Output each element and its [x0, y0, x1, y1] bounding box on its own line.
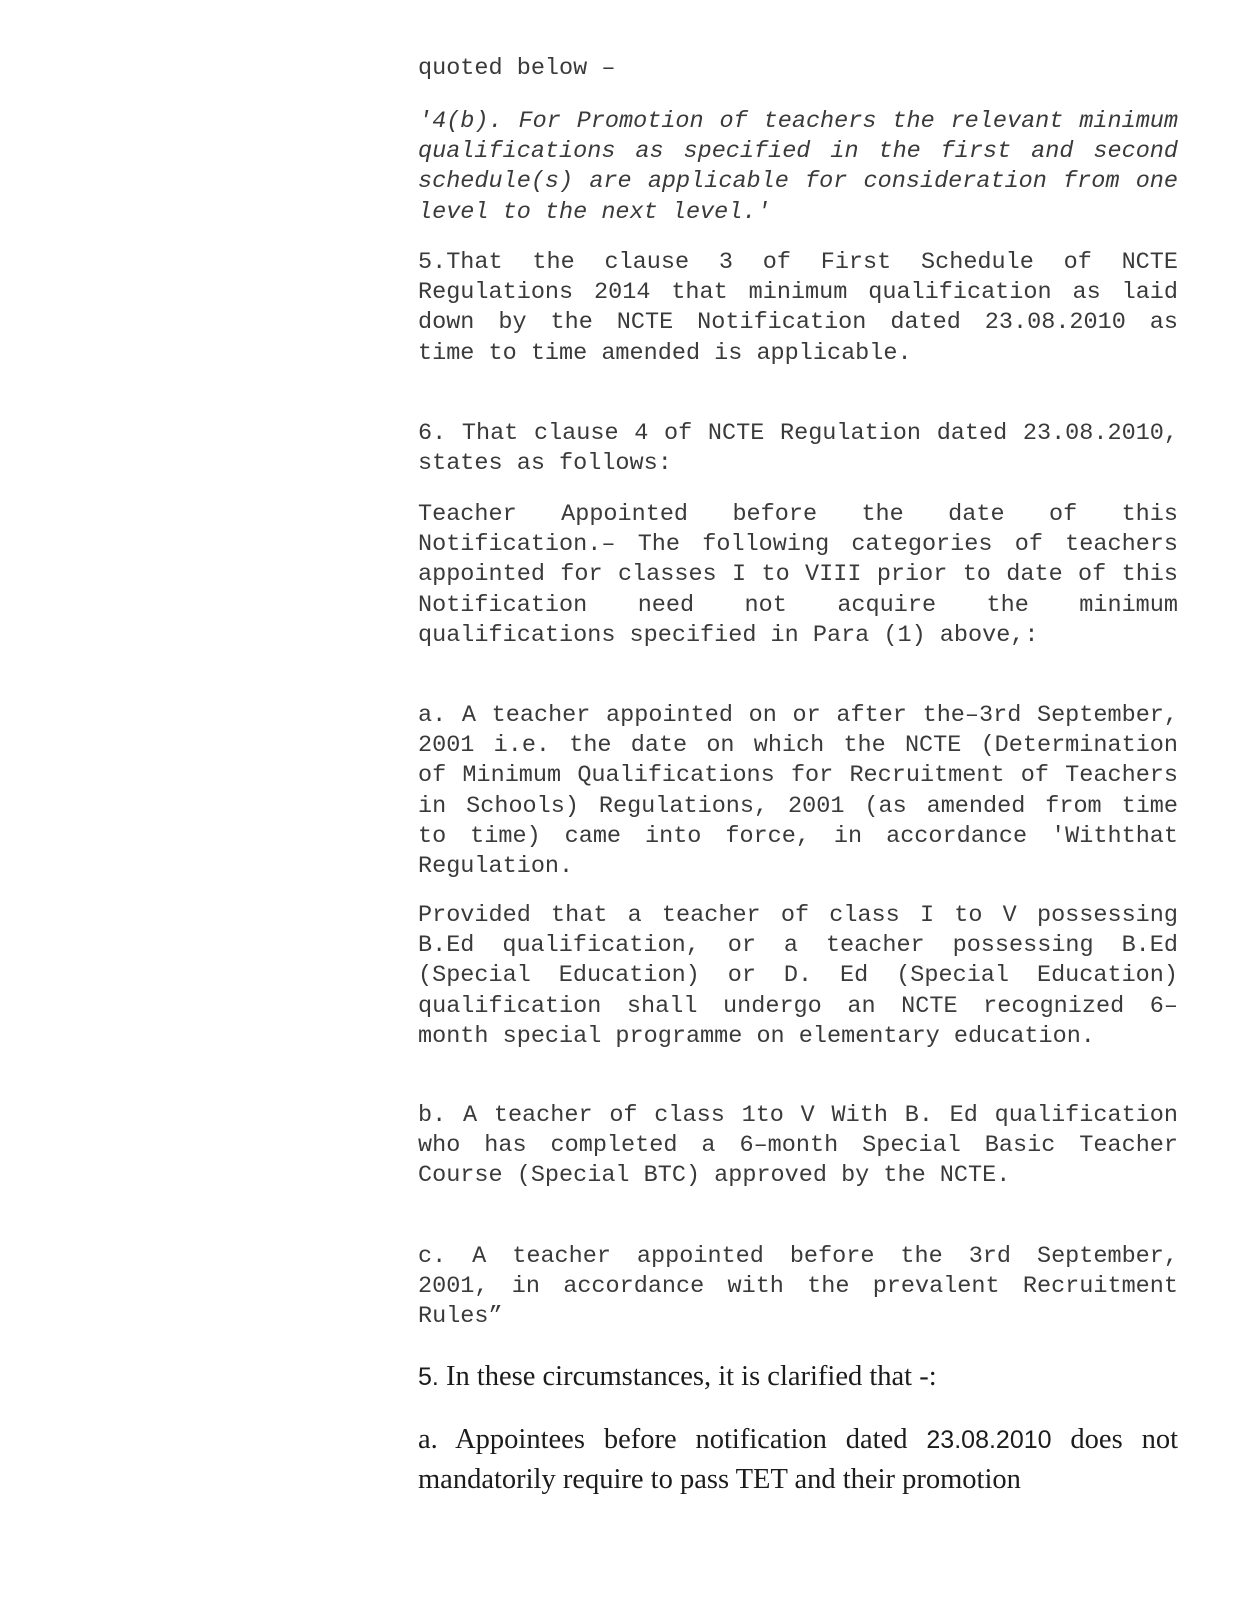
clarification-heading: [418, 1357, 1178, 1397]
clarification-text: In these circumstances, it is clarified that -:: [438, 1361, 937, 1392]
paragraph-6: 6. That clause 4 of NCTE Regulation dated 23.08.2010, states as follows:: [418, 420, 1178, 478]
quote-4b: '4(b). For Promotion of teachers the relevant minimum qualifications as specified in the first and second schedule(s) are applicable for consideration from one level to the next level.': [418, 108, 1178, 226]
teacher-appointed-paragraph: Teacher Appointed before the date of this Notification.– The following categories of teachers appointed for classes I to VIII prior to date of this Notification need not acquire the minimum qualifications specified in Para (1) above,:: [418, 501, 1178, 649]
item-b-paragraph: b. A teacher of class 1to V With B. Ed qualification who has completed a 6–month Special Basic Teacher Course (Special BTC) approved by the NCTE.: [418, 1102, 1178, 1190]
intro-line: quoted below –: [418, 55, 616, 82]
item-c-paragraph: c. A teacher appointed before the 3rd September, 2001, in accordance with the prevalent Recruitment Rules”: [418, 1243, 1178, 1331]
final-item-a-date: 23.08.2010: [926, 1426, 1052, 1454]
clarification-number: 5.: [418, 1363, 439, 1391]
provided-paragraph: Provided that a teacher of class I to V possessing B.Ed qualification, or a teacher possessing B.Ed (Special Education) or D. Ed (Special Education) qualification shall undergo an NCTE recognized 6–month special programme on elementary education.: [418, 902, 1178, 1050]
paragraph-5: 5.That the clause 3 of First Schedule of NCTE Regulations 2014 that minimum qualification as laid down by the NCTE Notification dated 23.08.2010 as time to time amended is applicable.: [418, 249, 1178, 367]
final-item-a-suffix: does not mandatorily require to pass TET and their promotion: [418, 1424, 1178, 1495]
item-a-paragraph: a. A teacher appointed on or after the–3rd September, 2001 i.e. the date on which the NCTE (Determination of Minimum Qualifications for Recruitment of Teachers in Schools) Regulations, 2001 (as amended from time to time) came into force, in accordance 'Withthat Regulation.: [418, 702, 1178, 881]
final-item-a: [418, 1420, 1178, 1499]
final-item-a-prefix: a. Appointees before notification dated: [418, 1424, 927, 1455]
